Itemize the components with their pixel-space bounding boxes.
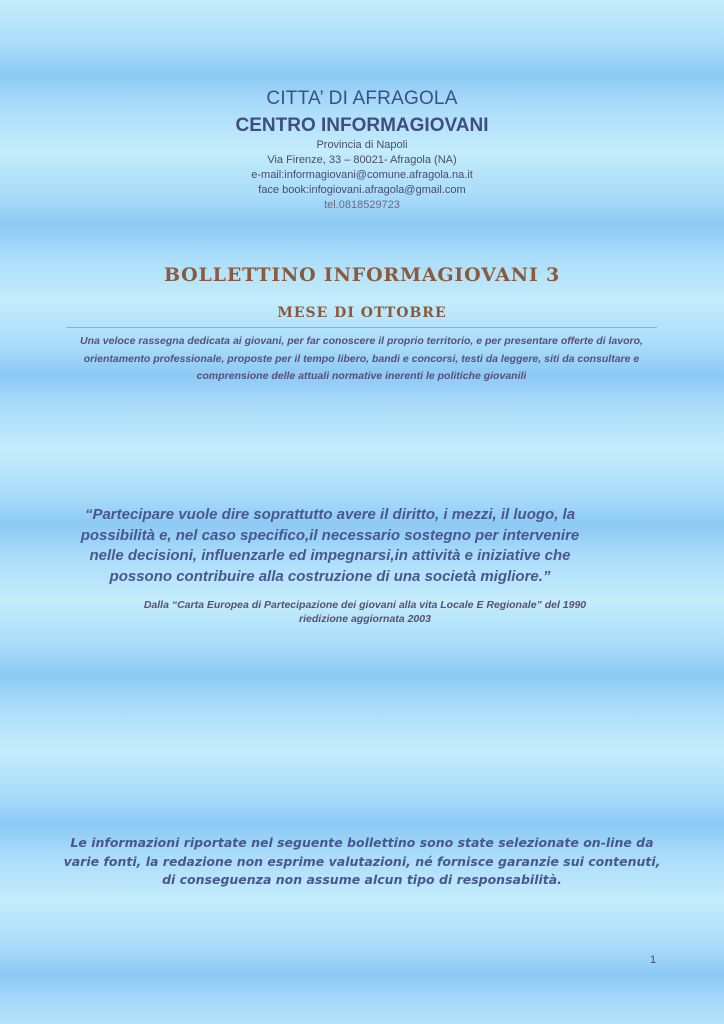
disclaimer-paragraph	[40, 834, 684, 890]
source-line: riedizione aggiornata 2003	[299, 613, 431, 625]
quote-line: “Partecipare vuole dire soprattutto avere il diritto, i mezzi, il luogo, la	[84, 506, 576, 523]
quote-line: possibilità e, nel caso specifico,il necessario sostegno per intervenire	[80, 526, 580, 544]
address-text: Via Firenze, 33 – 80021- Afragola (NA)	[267, 154, 457, 166]
city-heading: CITTA’ DI AFRAGOLA	[266, 88, 458, 109]
organization-name: CENTRO INFORMAGIOVANI	[235, 115, 489, 136]
quote-line: nelle decisioni, influenzarle ed impegnarsi,in attività e iniziative che	[89, 547, 571, 564]
email-text: e-mail:informagiovani@comune.afragola.na.it	[251, 169, 473, 181]
source-line: Dalla “Carta Europea di Partecipazione dei giovani alla vita Locale E Regionale” del 1990	[143, 599, 587, 611]
intro-line: comprensione delle attuali normative inerenti le politiche giovanili	[196, 370, 527, 382]
quote-block	[70, 505, 590, 587]
intro-line: Una veloce rassegna dedicata ai giovani, per far conoscere il proprio territorio, e per presentare offerte di lavoro,	[80, 335, 643, 347]
bulletin-month: MESE DI OTTOBRE	[277, 305, 447, 321]
intro-line: orientamento professionale, proposte per il tempo libero, bandi e concorsi, testi da leggere, siti da consultare e	[83, 352, 640, 365]
disclaimer-line: di conseguenza non assume alcun tipo di responsabilità.	[162, 872, 562, 887]
heading-divider	[66, 327, 657, 328]
province-text: Provincia di Napoli	[316, 139, 408, 151]
bulletin-title: BOLLETTINO INFORMAGIOVANI 3	[163, 264, 561, 286]
disclaimer-line: Le informazioni riportate nel seguente bollettino sono state selezionate on-line da	[70, 835, 654, 850]
quote-source	[70, 598, 660, 626]
intro-paragraph	[66, 333, 657, 386]
phone-text: tel.0818529723	[324, 199, 400, 211]
quote-line: possono contribuire alla costruzione di una società migliore.”	[109, 567, 551, 585]
page-number: 1	[649, 954, 657, 966]
disclaimer-line: varie fonti, la redazione non esprime valutazioni, né fornisce garanzie sui contenuti,	[63, 853, 661, 869]
facebook-text: face book:infogiovani.afragola@gmail.com	[258, 184, 466, 196]
